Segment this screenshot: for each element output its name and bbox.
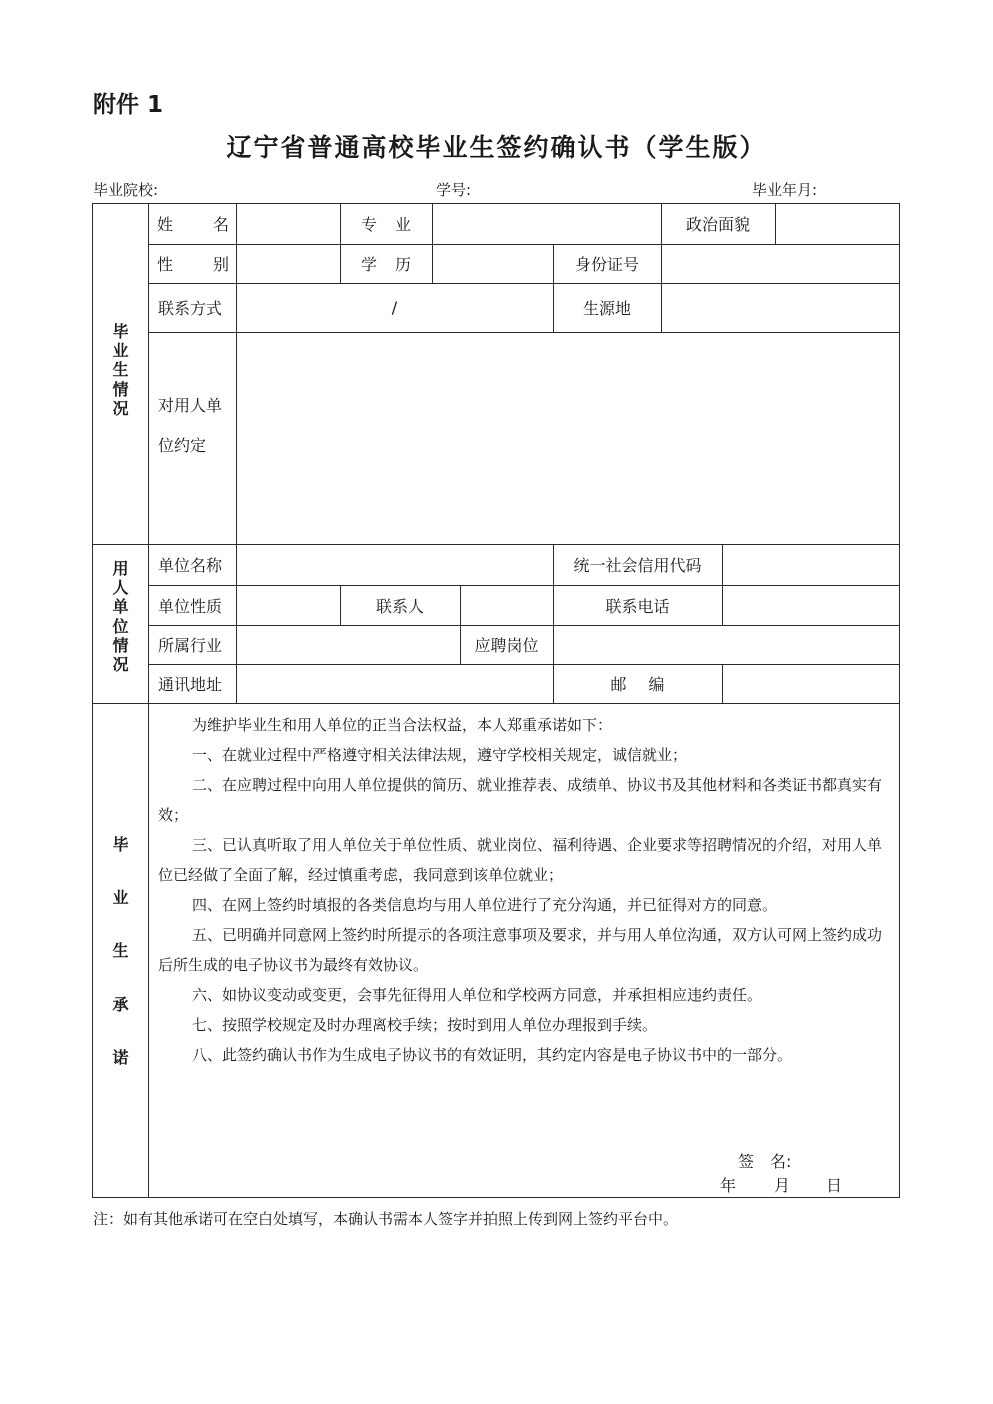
promise-item: 四、在网上签约时填报的各类信息均与用人单位进行了充分沟通，并已征得对方的同意。 <box>192 896 778 914</box>
name-label: 姓 名 <box>157 215 229 234</box>
unit-type-label: 单位性质 <box>158 596 223 616</box>
promise-intro: 为维护毕业生和用人单位的正当合法权益，本人郑重承诺如下： <box>192 716 613 734</box>
section-student-promise: 毕 业 生 承 诺 <box>112 835 129 1067</box>
origin-label: 生源地 <box>582 299 631 318</box>
attachment-label: 附件 1 <box>93 92 164 118</box>
unit-name-label: 单位名称 <box>158 556 223 575</box>
education-label: 学 历 <box>360 255 412 274</box>
promise-text <box>158 710 891 1070</box>
student-id-label: 学号: <box>436 181 472 199</box>
promise-item: 二、在应聘过程中向用人单位提供的简历、就业推荐表、成绩单、协议书及其他材料和各类证书都真实有效； <box>158 776 883 824</box>
credit-code-label: 统一社会信用代码 <box>573 556 702 575</box>
promise-item: 三、已认真听取了用人单位关于单位性质、就业岗位、福利待遇、企业要求等招聘情况的介绍，对用人单位已经做了全面了解，经过慎重考虑，我同意到该单位就业； <box>158 836 883 884</box>
date-day-label: 日 <box>826 1176 843 1195</box>
section-student-info: 毕 业 生 情 况 <box>112 322 129 418</box>
political-status-label: 政治面貌 <box>685 215 750 234</box>
promise-item: 一、在就业过程中严格遵守相关法律法规，遵守学校相关规定，诚信就业； <box>192 746 688 764</box>
contact-phone-label: 联系电话 <box>605 596 670 616</box>
gender-label: 性 别 <box>157 255 229 274</box>
contact-method-label: 联系方式 <box>158 299 223 318</box>
signature-label: 签 名: <box>738 1152 792 1171</box>
industry-label: 所属行业 <box>158 636 223 655</box>
contact-person-label: 联系人 <box>375 596 424 616</box>
promise-item: 六、如协议变动或变更，会事先征得用人单位和学校两方同意，并承担相应违约责任。 <box>192 986 763 1004</box>
graduation-date-label: 毕业年月: <box>752 181 818 199</box>
contact-method-value: / <box>391 298 398 317</box>
position-label: 应聘岗位 <box>474 636 539 655</box>
promise-item: 五、已明确并同意网上签约时所提示的各项注意事项及要求，并与用人单位沟通，双方认可网上签约成功后所生成的电子协议书为最终有效协议。 <box>158 926 883 974</box>
promise-item: 八、此签约确认书作为生成电子协议书的有效证明，其约定内容是电子协议书中的一部分。 <box>192 1046 793 1064</box>
promise-item: 七、按照学校规定及时办理离校手续；按时到用人单位办理报到手续。 <box>192 1016 658 1034</box>
address-label: 通讯地址 <box>158 675 223 694</box>
school-label: 毕业院校: <box>93 181 159 199</box>
date-year-label: 年 <box>720 1176 737 1195</box>
date-month-label: 月 <box>774 1176 791 1195</box>
major-label: 专 业 <box>360 215 412 234</box>
footnote: 注：如有其他承诺可在空白处填写，本确认书需本人签字并拍照上传到网上签约平台中。 <box>93 1210 679 1228</box>
id-number-label: 身份证号 <box>574 255 639 274</box>
page-title: 辽宁省普通高校毕业生签约确认书（学生版） <box>226 133 767 162</box>
employer-agreement-label: 对用人单 位约定 <box>158 396 223 455</box>
postcode-label: 邮 编 <box>610 675 665 694</box>
section-employer-info: 用 人 单 位 情 况 <box>112 559 129 674</box>
